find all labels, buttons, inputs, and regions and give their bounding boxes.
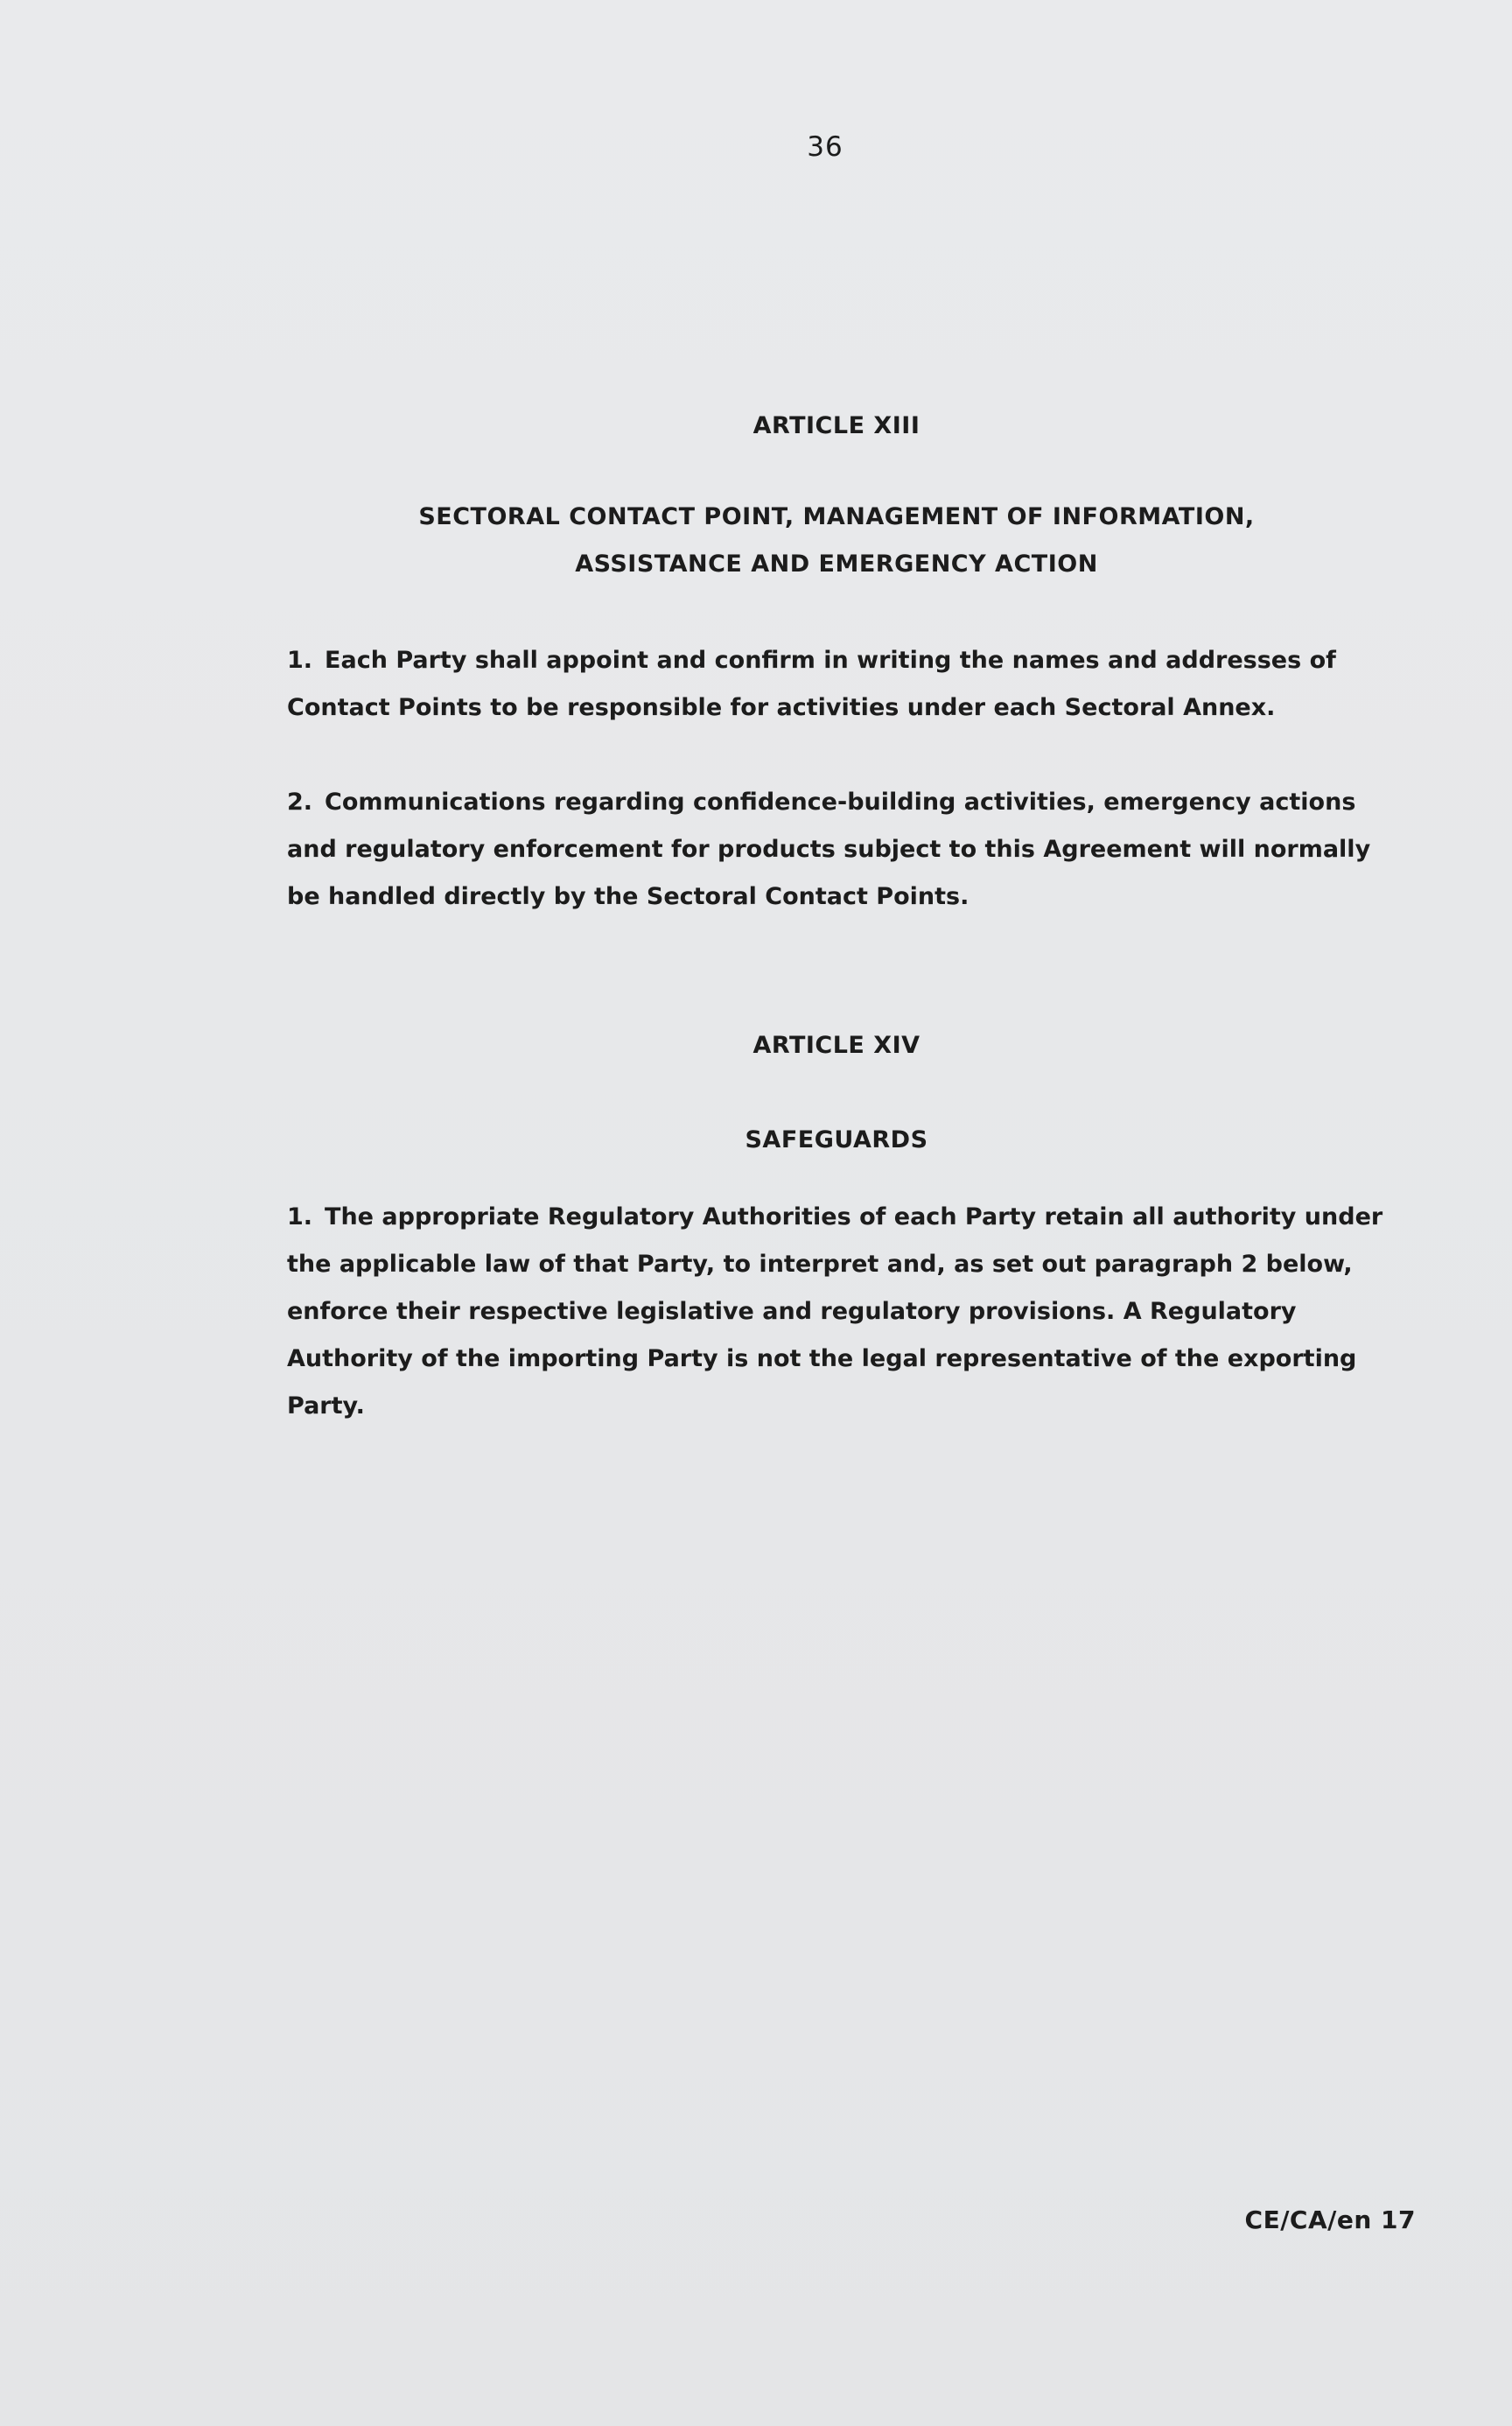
section-spacer xyxy=(287,968,1386,1022)
document-body xyxy=(287,403,1386,1477)
article-xiii-subtitle-line-1: SECTORAL CONTACT POINT, MANAGEMENT OF INFORMATION, xyxy=(418,503,1255,530)
paragraph-number: 1. xyxy=(287,1203,313,1231)
page-number: 36 xyxy=(807,131,844,163)
paragraph-text: Each Party shall appoint and confirm in writing the names and addresses of Contact Points to be responsible for activities under each Sectoral Annex. xyxy=(287,647,1336,721)
article-xiv xyxy=(287,1022,1386,1430)
article-xiii-paragraph-2 xyxy=(287,779,1386,921)
article-xiv-title: ARTICLE XIV xyxy=(752,1032,920,1059)
paragraph-text: Communications regarding confidence-building activities, emergency actions and regulatory enforcement for products subject to this Agreement will normally be handled directly by the Sectoral Contact Points. xyxy=(287,789,1371,910)
article-xiii-subtitle-line-2: ASSISTANCE AND EMERGENCY ACTION xyxy=(575,550,1098,578)
article-xiii-subtitle xyxy=(287,494,1386,588)
paragraph-number: 2. xyxy=(287,789,313,816)
document-reference: CE/CA/en 17 xyxy=(1244,2205,1416,2234)
article-xiii xyxy=(287,403,1386,921)
paragraph-number: 1. xyxy=(287,647,313,674)
article-xiv-paragraph-1 xyxy=(287,1194,1386,1430)
article-xiv-subtitle: SAFEGUARDS xyxy=(745,1126,928,1153)
article-xiii-paragraph-1 xyxy=(287,637,1386,732)
article-xiii-title: ARTICLE XIII xyxy=(752,412,920,439)
paragraph-text: The appropriate Regulatory Authorities of each Party retain all authority under the applicable law of that Party, to interpret and, as set out paragraph 2 below, enforce their respective legislative and regulatory provisions. A Regulatory Authority of the importing Party is not the legal representative of the exporting Party. xyxy=(287,1203,1383,1420)
